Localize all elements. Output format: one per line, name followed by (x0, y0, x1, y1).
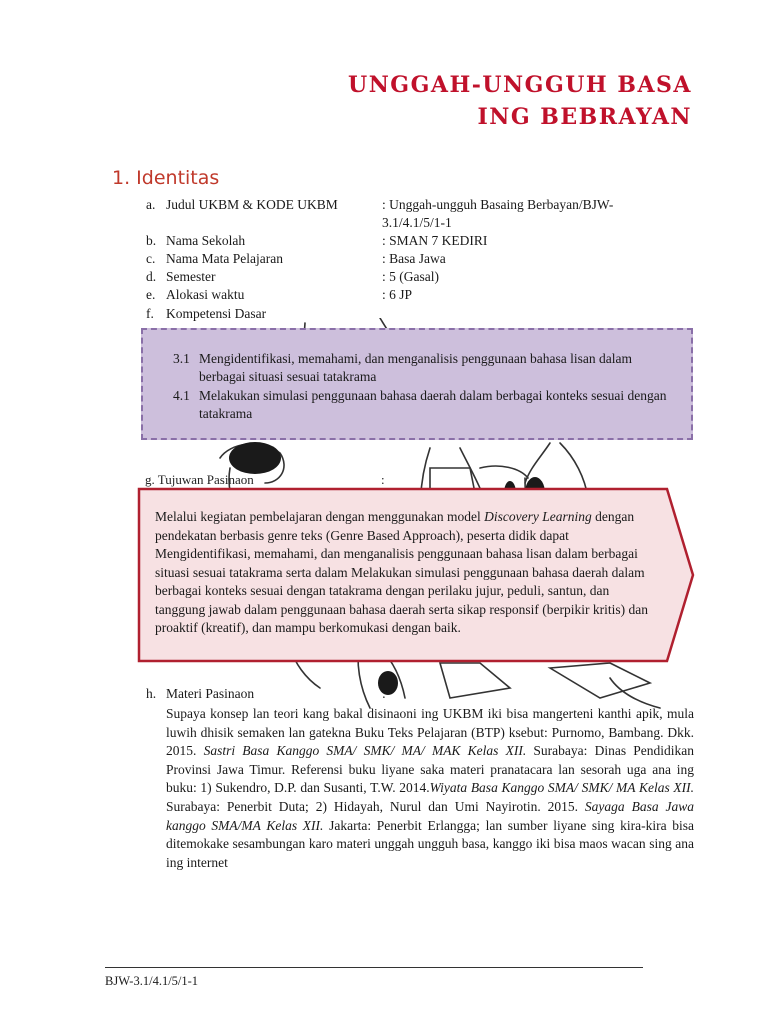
row-letter: d. (146, 269, 157, 284)
row-label: Judul UKBM & KODE UKBM (166, 197, 338, 212)
kompetensi-dasar-box (141, 328, 693, 440)
kd-number: 4.1 (173, 388, 190, 403)
row-letter: e. (146, 287, 156, 302)
footer-code: BJW-3.1/4.1/5/1-1 (105, 974, 199, 988)
tujuan-pembelajaran-box (137, 487, 697, 663)
row-letter: a. (146, 197, 156, 212)
row-label: Alokasi waktu (166, 287, 245, 302)
book-title-1: Sastri Basa Kanggo SMA/ SMK/ MA/ MAK Kelas XII. (203, 743, 527, 759)
book-title-3: Sayaga Basa Jawa kanggo SMA/MA Kelas XII. (166, 798, 694, 833)
document-title-line2: ING BEBRAYAN (477, 104, 692, 130)
materi-text-3: Surabaya: Penerbit Duta; 2) Hidayah, Nurul dan Umi Nayirotin. 2015. (166, 798, 585, 814)
tujuan-rest: dengan pendekatan berbasis genre teks (Genre Based Approach), peserta didik dapat Mengidentifikasi, memahami, dan menganalisis penggunaan bahasa lisan dalam berbagai situasi sesuai tatakrama serta dalam Melakukan simulasi penggunaan bahasa daerah dalam berbagai konteks sesuai dengan tatakrama dengan perilaku jujur, peduli, santun, dan tanggung jawab dalam penggunaan bahasa daerah serta sikap responsif (berpikir kritis) dan proaktif (kreatif), dan mampu berkomukasi dengan baik. (155, 509, 648, 635)
row-label: Materi Pasinaon (166, 686, 255, 701)
materi-text-2: Surabaya: Dinas Pendidikan Provinsi Jawa Timur. Referensi buku liyane saka materi pranatacara lan sesorah uga ana ing buku: 1) Sukendro, D.P. dan Susanti, T.W. 2014. (166, 743, 695, 796)
row-label: Nama Mata Pelajaran (166, 251, 283, 266)
tujuwan-colon: : (381, 472, 385, 487)
tujuan-intro: Melalui kegiatan pembelajaran dengan menggunakan model (155, 509, 485, 524)
materi-colon: : (382, 686, 386, 701)
row-value: : 6 JP (382, 287, 413, 302)
kd-text: Melakukan simulasi penggunaan bahasa daerah dalam berbagai konteks sesuai dengan tatakrama (199, 388, 667, 421)
kd-text: Mengidentifikasi, memahami, dan menganalisis penggunaan bahasa lisan dalam berbagai situasi sesuai tatakrama (199, 351, 633, 384)
row-letter: h. (146, 686, 157, 701)
kd-number: 3.1 (173, 351, 190, 366)
row-value: : Basa Jawa (382, 251, 446, 266)
row-letter: c. (146, 251, 156, 266)
row-label: Nama Sekolah (166, 233, 246, 248)
row-label: Semester (166, 269, 216, 284)
materi-text-4: Jakarta: Penerbit Erlangga; lan sumber liyane sing kira-kira bisa ditemokake sesambungan karo materi unggah ungguh basa, kanggo iki bisa maos wacan sing ana ing internet (166, 817, 694, 870)
row-value: : Unggah-ungguh Basaing Berbayan/BJW-3.1/4.1/5/1-1 (382, 197, 614, 230)
footer-divider (105, 967, 643, 968)
tujuan-text (155, 508, 655, 638)
row-letter: b. (146, 233, 157, 248)
row-letter: f. (146, 306, 154, 321)
tujuan-model: Discovery Learning (484, 509, 592, 524)
row-label: Kompetensi Dasar (166, 306, 267, 321)
tujuwan-label: g. Tujuwan Pasinaon (145, 472, 254, 487)
section-heading: 1. Identitas (112, 167, 220, 189)
materi-paragraph (166, 705, 694, 872)
materi-text-1: Supaya konsep lan teori kang bakal disinaoni ing UKBM iki bisa mangerteni kanthi apik, mula luwih dhisik semaken lan gatekna Buku Teks Pelajaran (BTP) ksebut: Purnomo, Bambang. Dkk. 2015. (166, 706, 694, 759)
row-value: : 5 (Gasal) (382, 269, 439, 284)
book-title-2: Wiyata Basa Kanggo SMA/ SMK/ MA Kelas XII. (429, 780, 694, 796)
row-value: : SMAN 7 KEDIRI (382, 233, 488, 248)
document-title-line1: UNGGAH-UNGGUH BASA (348, 72, 692, 98)
